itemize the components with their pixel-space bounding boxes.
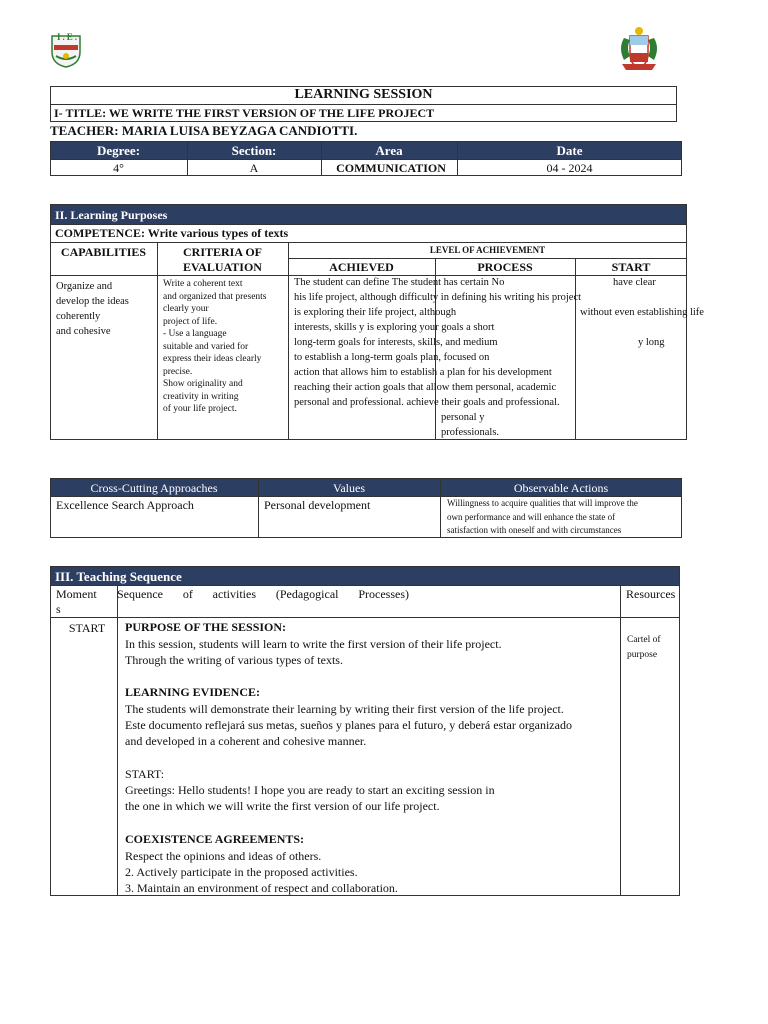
degree-header: Degree: — [96, 143, 141, 158]
observable-actions-text: Willingness to acquire qualities that will improve the own performance and will enhance the state of satisfaction with oneself and with circumstances — [447, 498, 638, 535]
capabilities-text: Organize and develop the ideas coherently and cohesive — [56, 281, 129, 337]
level-line: action that allows him to establish a plan for his development — [294, 367, 552, 378]
level-line: to establish a long-term goals plan, focused on — [294, 352, 490, 363]
criteria-text: Write a coherent text and organized that presents clearly your project of life. - Use a language suitable and varied for express their ideas clearly precise. Show originality and creativity in writing of your life project. — [163, 279, 267, 414]
level-line: personal y — [441, 412, 485, 423]
teacher-name: TEACHER: MARIA LUISA BEYZAGA CANDIOTTI. — [50, 123, 358, 138]
greeting-line: Greetings: Hello students! I hope you are ready to start an exciting session in — [125, 783, 495, 797]
school-logo — [48, 30, 84, 68]
criteria-header: CRITERIA OF EVALUATION — [182, 245, 262, 274]
moments-header: Moment s — [56, 587, 97, 616]
values-header: Values — [333, 481, 365, 495]
start-label: START: — [125, 767, 165, 781]
level-line: The student can define The student has certain No — [294, 277, 505, 288]
section-header: Section: — [231, 143, 277, 158]
lesson-title: I- TITLE: WE WRITE THE FIRST VERSION OF THE LIFE PROJECT — [54, 106, 435, 120]
process-header: PROCESS — [477, 260, 533, 274]
level-line: interests, skills y is exploring your goals a short — [294, 322, 495, 333]
date-value: 04 - 2024 — [546, 161, 593, 175]
page-title: LEARNING SESSION — [294, 87, 433, 102]
level-line: is exploring their life project, although — [294, 307, 457, 318]
sequence-heading: III. Teaching Sequence — [55, 569, 182, 584]
purpose-title: PURPOSE OF THE SESSION: — [125, 620, 287, 634]
greeting-line: the one in which we will write the first version of our life project. — [125, 799, 440, 813]
evidence-line: Este documento reflejará sus metas, sueños y planes para el futuro, y deberá estar organizado — [125, 718, 572, 732]
sequence-content — [125, 621, 619, 893]
purposes-heading: II. Learning Purposes — [55, 208, 168, 222]
level-line: reaching their action goals that allow them personal, academic — [294, 382, 557, 393]
level-line: professionals. — [441, 427, 500, 438]
area-value: COMMUNICATION — [336, 161, 446, 175]
resource-cartel: Cartel of purpose — [627, 635, 661, 660]
section-value: A — [249, 161, 259, 175]
capabilities-header: CAPABILITIES — [60, 245, 147, 259]
agreement-line: Respect the opinions and ideas of others. — [125, 849, 322, 863]
level-line: personal and professional. achieve their goals and professional. — [294, 397, 560, 408]
value-text: Personal development — [264, 498, 371, 512]
start-header: START — [611, 260, 651, 274]
competence-text: COMPETENCE: Write various types of texts — [55, 226, 289, 240]
agreement-line: 3. Maintain an environment of respect and collaboration. — [125, 881, 398, 895]
agreements-title: COEXISTENCE AGREEMENTS: — [125, 832, 305, 846]
level-line-start: y long — [638, 337, 665, 348]
purpose-line: In this session, students will learn to write the first version of their life project. — [125, 637, 502, 651]
evidence-line: and developed in a coherent and cohesive manner. — [125, 734, 367, 748]
resources-header: Resources — [626, 587, 676, 601]
evidence-line: The students will demonstrate their learning by writing their first version of the life project. — [125, 702, 564, 716]
approach-value: Excellence Search Approach — [56, 498, 194, 512]
moment-start: START — [68, 621, 106, 635]
sequence-header: Sequence of activities (Pedagogical Processes) — [117, 587, 409, 601]
level-header: LEVEL OF ACHIEVEMENT — [429, 245, 546, 255]
area-header: Area — [375, 143, 403, 158]
degree-value: 4° — [113, 161, 124, 175]
date-header: Date — [556, 143, 583, 158]
purpose-line: Through the writing of various types of texts. — [125, 653, 343, 667]
achieved-header: ACHIEVED — [329, 260, 394, 274]
level-line: his life project, although difficulty in defining his writing his project — [294, 292, 582, 303]
actions-header: Observable Actions — [513, 481, 609, 495]
level-line-start: have clear — [613, 277, 656, 288]
evidence-title: LEARNING EVIDENCE: — [125, 685, 261, 699]
approaches-header: Cross-Cutting Approaches — [90, 481, 218, 495]
achievement-levels-text — [294, 278, 768, 440]
school-logo-text: I.E. — [57, 32, 80, 42]
agreement-line: 2. Actively participate in the proposed activities. — [125, 865, 358, 879]
national-crest-icon — [616, 24, 662, 72]
level-line-start: without even establishing life — [580, 307, 704, 318]
level-line: long-term goals for interests, skills, and medium — [294, 337, 498, 348]
